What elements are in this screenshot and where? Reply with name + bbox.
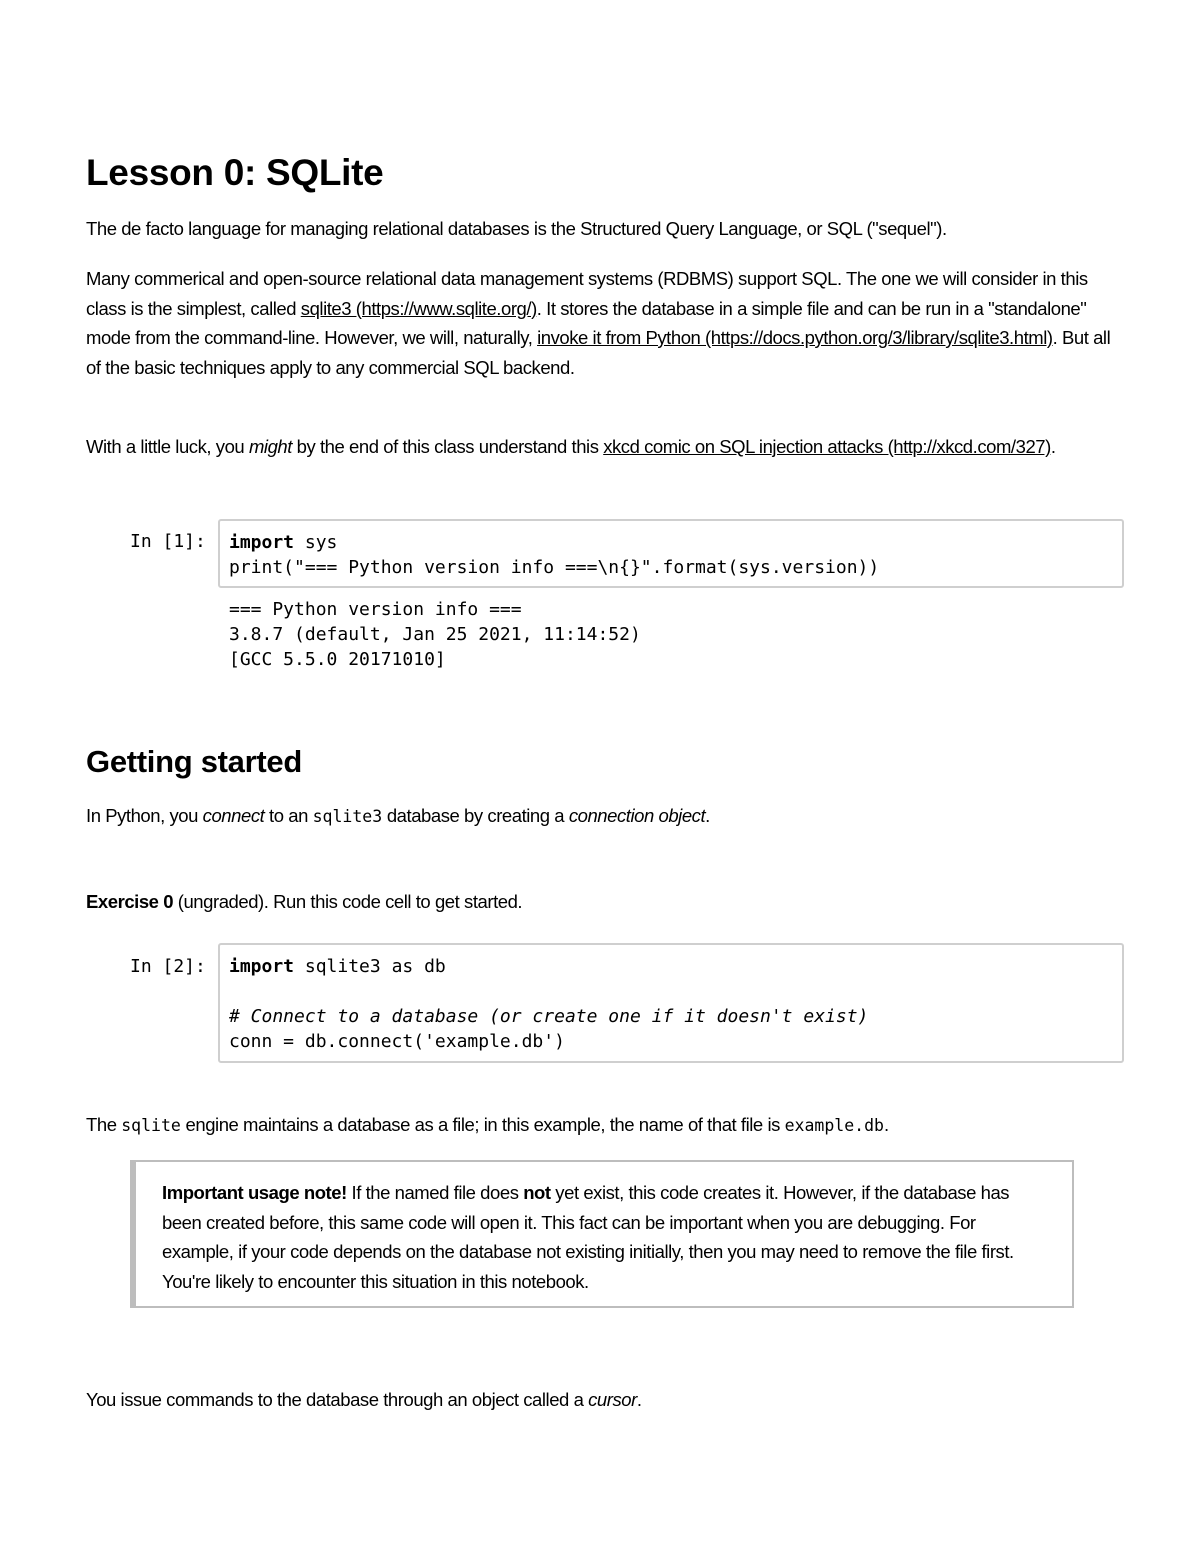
connect-paragraph	[86, 801, 1120, 832]
inline-code: example.db	[784, 1116, 884, 1135]
important-usage-note	[130, 1160, 1074, 1308]
note-label: Important usage note!	[162, 1182, 347, 1203]
text-span: .	[883, 1114, 889, 1135]
code-text: print("=== Python version info ===\n{}".format(sys.version))	[229, 557, 880, 578]
code-text: conn = db.connect('example.db')	[229, 1031, 565, 1052]
text-span: engine maintains a database as a file; in this example, the name of that file is	[180, 1114, 785, 1135]
text-span: Many commerical and open-source relational data management systems (RDBMS) support SQL. The one we will consider in this class is the simplest, called	[86, 268, 1088, 319]
code-text: sqlite3 as db	[294, 956, 446, 977]
text-span: yet exist, this code creates it. However, if the database has been created before, this same code will open it. This fact can be important when you are debugging. For example, if your code depends on the database not existing initially, then you may need to remove the file first. You're likely to encounter this situation in this notebook.	[162, 1182, 1014, 1292]
text-span: (ungraded). Run this code cell to get started.	[173, 891, 523, 912]
bold-text: not	[523, 1182, 551, 1203]
sqlite-link[interactable]: sqlite3 (https://www.sqlite.org/)	[300, 297, 537, 319]
code-keyword: import	[229, 956, 295, 977]
text-span: to an	[264, 805, 313, 826]
text-span: The	[86, 1114, 122, 1135]
cell-2-code-editor[interactable]	[218, 943, 1124, 1063]
text-span: . But all of the basic techniques apply to any commercial SQL backend.	[86, 327, 1111, 378]
exercise-label: Exercise 0	[86, 891, 174, 912]
cell-1-output: === Python version info === 3.8.7 (default, Jan 25 2021, 11:14:52) [GCC 5.5.0 20171010]	[229, 599, 641, 670]
code-comment: # Connect to a database (or create one if it doesn't exist)	[229, 1006, 869, 1027]
code-text: sys	[294, 532, 338, 553]
cursor-paragraph	[86, 1385, 1120, 1415]
intro-paragraph-1: The de facto language for managing relational databases is the Structured Query Language, or SQL ("sequel").	[86, 218, 947, 239]
text-span: database by creating a	[382, 805, 569, 826]
exercise-0-paragraph	[86, 887, 1120, 917]
emphasis: connection object	[568, 805, 706, 826]
emphasis: might	[248, 436, 292, 457]
text-span: With a little luck, you	[86, 436, 249, 457]
sqlite-file-paragraph	[86, 1110, 1120, 1141]
section-heading-getting-started: Getting started	[86, 744, 302, 779]
text-span: by the end of this class understand this	[291, 436, 604, 457]
inline-code: sqlite3	[312, 807, 383, 826]
text-span: .	[705, 805, 710, 826]
code-keyword: import	[229, 532, 295, 553]
cell-2-prompt: In [2]:	[130, 956, 206, 977]
page-title: Lesson 0: SQLite	[86, 152, 384, 193]
cell-1-code-editor[interactable]	[218, 519, 1124, 588]
xkcd-link[interactable]: xkcd comic on SQL injection attacks (http://xkcd.com/327)	[603, 436, 1051, 457]
text-span: In Python, you	[86, 805, 203, 826]
python-sqlite3-docs-link[interactable]: invoke it from Python (https://docs.python.org/3/library/sqlite3.html)	[537, 327, 1053, 348]
cell-1-prompt: In [1]:	[130, 531, 206, 552]
text-span: . It stores the database in a simple file and can be run in a "standalone" mode from the command-line. However, we will, naturally,	[86, 297, 1087, 348]
emphasis: cursor	[588, 1389, 637, 1410]
intro-paragraph-3	[86, 432, 1120, 462]
text-span: If the named file does	[346, 1182, 524, 1203]
inline-code: sqlite	[121, 1116, 181, 1135]
text-span: .	[636, 1389, 642, 1410]
emphasis: connect	[202, 805, 265, 826]
text-span: .	[1050, 436, 1056, 457]
text-span: You issue commands to the database through an object called a	[86, 1389, 589, 1410]
intro-paragraph-2	[86, 264, 1120, 382]
